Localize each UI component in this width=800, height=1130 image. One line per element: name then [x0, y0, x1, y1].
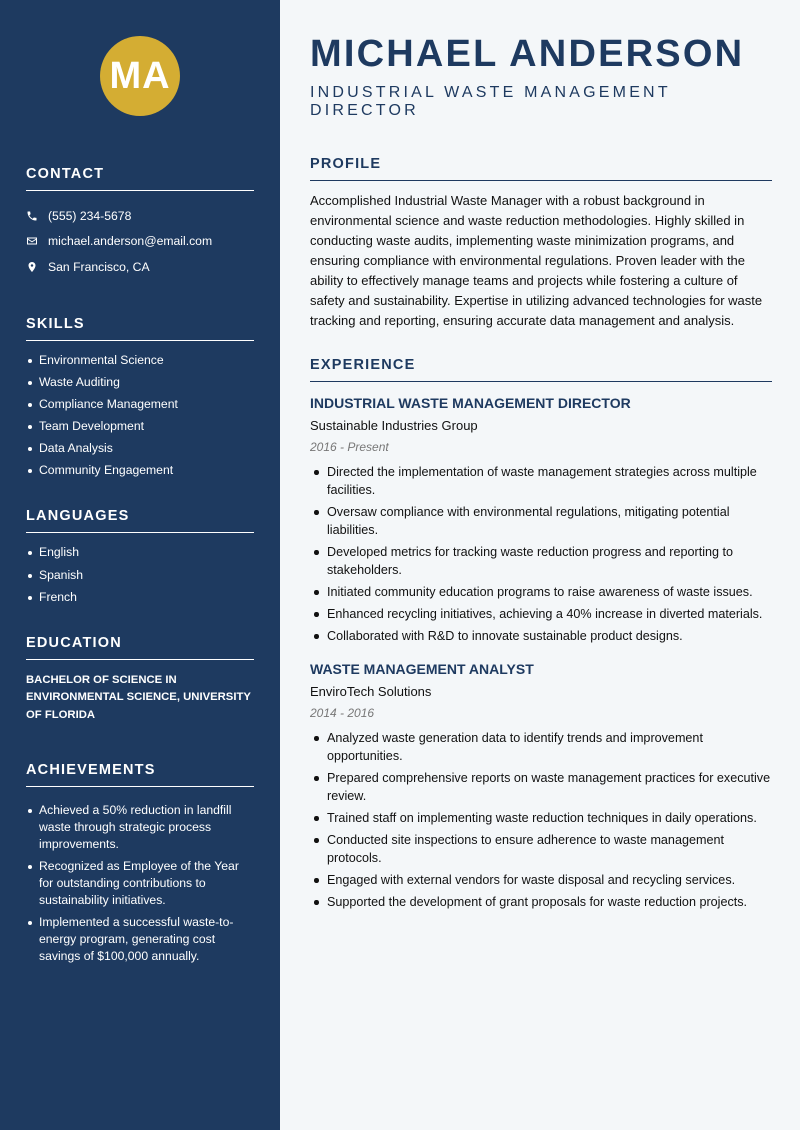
phone-icon	[26, 210, 38, 222]
contact-location	[26, 254, 254, 280]
achievement-item: Implemented a successful waste-to-energy program, generating cost savings of $100,000 annually.	[26, 914, 254, 965]
languages-list	[26, 544, 254, 605]
job-bullet: Engaged with external vendors for waste disposal and recycling services.	[310, 871, 772, 889]
job-bullets	[310, 729, 772, 911]
job-entry	[310, 395, 772, 645]
language-item: English	[26, 544, 254, 561]
achievement-item: Achieved a 50% reduction in landfill waste through strategic process improvements.	[26, 802, 254, 853]
education-degree: BACHELOR OF SCIENCE IN ENVIRONMENTAL SCIENCE, UNIVERSITY OF FLORIDA	[26, 673, 251, 721]
job-bullet: Analyzed waste generation data to identify trends and improvement opportunities.	[310, 729, 772, 765]
job-bullet: Supported the development of grant proposals for waste reduction projects.	[310, 893, 772, 911]
company-name: EnviroTech Solutions	[310, 684, 432, 699]
job-dates: 2016 - Present	[310, 440, 389, 454]
phone-text: (555) 234-5678	[48, 208, 132, 223]
languages-heading: LANGUAGES	[26, 508, 254, 533]
skill-item: Community Engagement	[26, 462, 254, 479]
education-heading: EDUCATION	[26, 635, 254, 660]
languages-section	[26, 508, 254, 605]
achievements-heading: ACHIEVEMENTS	[26, 762, 254, 787]
contact-email	[26, 229, 254, 255]
job-bullet: Conducted site inspections to ensure adherence to waste management protocols.	[310, 831, 772, 867]
job-title: WASTE MANAGEMENT ANALYST	[310, 661, 534, 677]
company-name: Sustainable Industries Group	[310, 418, 478, 433]
skill-item: Compliance Management	[26, 396, 254, 413]
avatar-initials: MA	[100, 36, 180, 116]
job-bullet: Enhanced recycling initiatives, achieving a 40% increase in diverted materials.	[310, 605, 772, 623]
experience-heading: EXPERIENCE	[310, 357, 772, 382]
contact-phone	[26, 203, 254, 229]
language-item: French	[26, 589, 254, 606]
achievement-item: Recognized as Employee of the Year for outstanding contributions to sustainability initiatives.	[26, 858, 254, 909]
job-title: INDUSTRIAL WASTE MANAGEMENT DIRECTOR	[310, 395, 631, 411]
profile-heading: PROFILE	[310, 156, 772, 181]
contact-list	[26, 203, 254, 280]
profile-section	[310, 156, 772, 331]
job-dates: 2014 - 2016	[310, 706, 375, 720]
language-item: Spanish	[26, 567, 254, 584]
job-entry	[310, 661, 772, 911]
skill-item: Team Development	[26, 418, 254, 435]
experience-section	[310, 357, 772, 911]
job-bullet: Oversaw compliance with environmental regulations, mitigating potential liabilities.	[310, 503, 772, 539]
job-bullets	[310, 463, 772, 645]
sidebar	[0, 0, 280, 1130]
job-bullet: Prepared comprehensive reports on waste management practices for executive review.	[310, 769, 772, 805]
skill-item: Waste Auditing	[26, 374, 254, 391]
job-bullet: Developed metrics for tracking waste reduction progress and reporting to stakeholders.	[310, 543, 772, 579]
achievements-list	[26, 802, 254, 965]
education-section	[26, 635, 254, 725]
skills-list	[26, 352, 254, 480]
skill-item: Environmental Science	[26, 352, 254, 369]
contact-heading: CONTACT	[26, 166, 254, 191]
job-bullet: Directed the implementation of waste management strategies across multiple facilities.	[310, 463, 772, 499]
skills-section	[26, 316, 254, 480]
location-text: San Francisco, CA	[48, 259, 150, 274]
job-bullet: Collaborated with R&D to innovate sustainable product designs.	[310, 627, 772, 645]
mail-icon	[26, 235, 38, 247]
profile-text: Accomplished Industrial Waste Manager with a robust background in environmental science and waste reduction methodologies. Highly skilled in conducting waste audits, implementing waste minimization programs, and ensuring compliance with environmental regulations. Proven leader with the ability to effectively manage teams and projects while fostering a culture of safety and sustainability. Expertise in utilizing advanced technologies for waste tracking and reporting, ensuring accurate data management and analysis.	[310, 193, 763, 328]
job-title-headline: INDUSTRIAL WASTE MANAGEMENT DIRECTOR	[310, 84, 671, 119]
job-bullet: Trained staff on implementing waste reduction techniques in daily operations.	[310, 809, 772, 827]
achievements-section	[26, 762, 254, 965]
main-content	[280, 0, 800, 1130]
skills-heading: SKILLS	[26, 316, 254, 341]
contact-section	[26, 166, 254, 280]
person-name: MICHAEL ANDERSON	[310, 33, 745, 75]
job-bullet: Initiated community education programs to raise awareness of waste issues.	[310, 583, 772, 601]
email-text: michael.anderson@email.com	[48, 234, 213, 249]
skill-item: Data Analysis	[26, 440, 254, 457]
location-pin-icon	[26, 261, 38, 273]
